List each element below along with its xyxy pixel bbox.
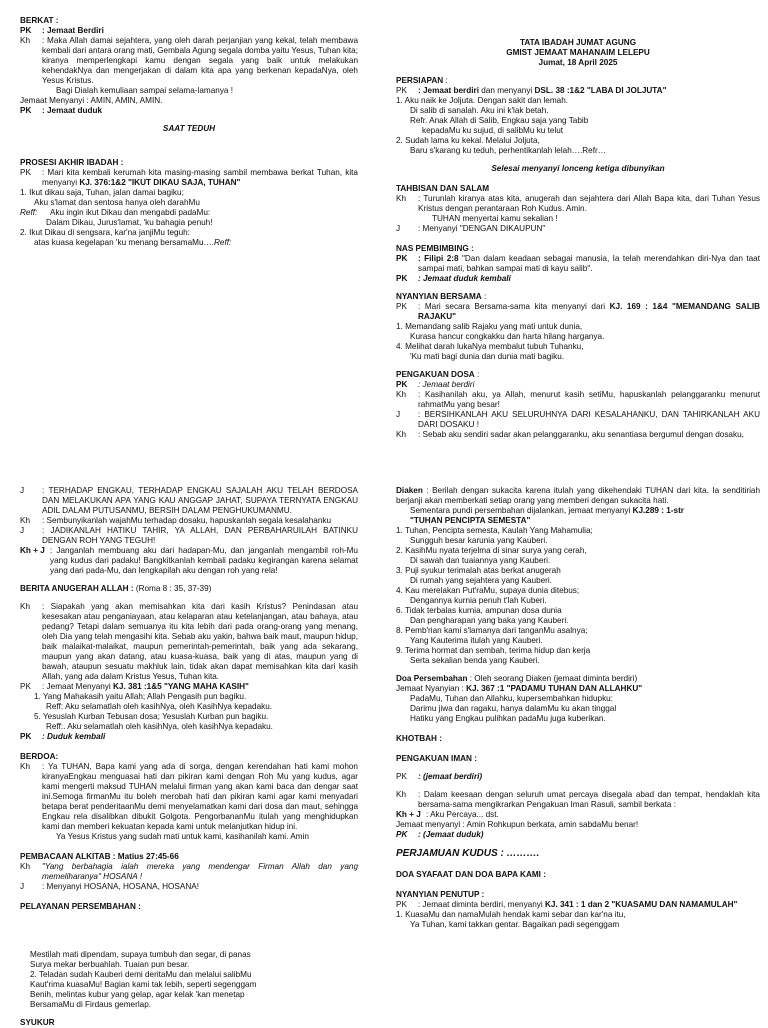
jemaat-amin-line: Jemaat menyanyi : Amin Rohkupun berkata, amin sabdaMu benar! bbox=[396, 820, 639, 829]
service-date: Jumat, 18 April 2025 bbox=[538, 58, 618, 67]
pembacaan-kh-line: Kh "Yang berbahagia ialah mereka yang mendengar Firman Allah dan yang memeliharanya" HOSANA ! bbox=[20, 862, 358, 881]
role-label: PK bbox=[396, 830, 408, 839]
song-verse: 1. KuasaMu dan namaMulah hendak kami sebar dan kar'na itu, bbox=[396, 910, 626, 920]
song-verse: 2. Teladan sudah Kauberi demi deritaMu dan melalui salibMu bbox=[30, 970, 252, 979]
blessing-text: : Maka Allah damai sejahtera, yang oleh darah perjanjian yang kekal, telah membawa kembali dari antara orang mati, Gembala Agung segala domba yaitu Yesus, Tuhan kita; kiranya memperlengkapi kamu dengan segala yang baik untuk melakukan kehendakNya dan mengerjakan di dalam kita apa yang berkenan kepadaNya, oleh Yesus Kristus. bbox=[42, 36, 358, 85]
syukur-heading: SYUKUR bbox=[20, 1018, 55, 1027]
song-verse: Aku ingin ikut Dikau dan mengabdi padaMu: bbox=[50, 208, 211, 217]
song-verse: Di salib di sanalah. Aku ini k'lak betah. bbox=[410, 106, 549, 115]
refrain-label: Reff: bbox=[213, 238, 232, 247]
song-verse: Serta sekalian benda yang Kauberi. bbox=[410, 656, 540, 665]
role-label: Kh + J bbox=[20, 546, 45, 555]
song-verse: Benih, melintas kubur yang gelap, agar kelak 'kan menetap bbox=[30, 990, 245, 999]
song-verse: 4. Kau merelakan Put'raMu, supaya dunia ditebus; bbox=[396, 586, 580, 595]
berkat-kh-line bbox=[20, 36, 358, 96]
song-verse: 2. Ikut Dikau di sengsara, kar'na janjiMu teguh: bbox=[20, 228, 190, 237]
doa-syafaat-heading: DOA SYAFAAT DAN DOA BAPA KAMI : bbox=[396, 870, 546, 880]
song-verse: Sungguh besar karunia yang Kauberi. bbox=[410, 536, 548, 545]
song-reference: KJ. 381 :1&5 "YANG MAHA KASIH" bbox=[113, 682, 249, 691]
song-verse: Hatiku yang Engkau pulihkan padaMu juga kuberikan. bbox=[410, 714, 606, 723]
berkat-heading: BERKAT : bbox=[20, 16, 59, 25]
role-label: PK bbox=[20, 732, 32, 741]
role-label: PK bbox=[20, 106, 32, 115]
prosesi-pk-line bbox=[20, 168, 358, 188]
song-verse: BersamaMu di Firdaus gemerlap. bbox=[30, 1000, 152, 1009]
nas-duduk-line: PK : Jemaat duduk kembali bbox=[396, 274, 511, 283]
song-verse: 1. Yang Mahakasih yaitu Allah; Allah Pengasih pun bagiku. bbox=[34, 692, 247, 701]
song-reference: KJ.289 : 1-str bbox=[632, 506, 684, 515]
role-label: Kh bbox=[396, 430, 407, 439]
pembacaan-heading: PEMBACAAN ALKITAB : Matius 27:45-66 bbox=[20, 852, 179, 861]
church-name: GMIST JEMAAT MAHANAIM LELEPU bbox=[506, 48, 650, 57]
role-label: Kh bbox=[20, 762, 31, 771]
amen-line: Jemaat Menyanyi : AMIN, AMIN, AMIN. bbox=[20, 96, 163, 105]
instruction-text: : Jemaat Berdiri bbox=[42, 26, 104, 35]
page3-fragment bbox=[20, 950, 360, 1027]
song-verse: Dalam Dikau, Jurus'lamat, 'ku bahagia penuh! bbox=[46, 218, 213, 227]
song-verse: Dengannya kurnia penuh t'lah Kuberi. bbox=[410, 596, 547, 605]
song-verse: 1. Memandang salib Rajaku yang mati untuk dunia, bbox=[396, 322, 583, 331]
pelayanan-heading: PELAYANAN PERSEMBAHAN : bbox=[20, 902, 141, 911]
pengakuan-kh-line-2: Kh : Sebab aku sendiri sadar akan pelanggaranku, aku senantiasa bergumul dengan dosaku, bbox=[396, 430, 744, 439]
role-label: PK bbox=[396, 900, 407, 910]
pembacaan-j-line: J : Menyanyi HOSANA, HOSANA, HOSANA! bbox=[20, 882, 199, 891]
song-verse: 2. KasihMu nyata terjelma di sinar surya yang cerah, bbox=[396, 546, 587, 555]
jemaat-nyanyian-line: Jemaat Nyanyian : KJ. 367 :1 "PADAMU TUHAN DAN ALLAHKU" bbox=[396, 684, 643, 693]
persiapan-pk-line: PK : Jemaat berdiri dan menyanyi DSL. 38 :1&2 "LABA DI JOLJUTA" bbox=[396, 86, 667, 95]
confession-j-line: J : TERHADAP ENGKAU, TERHADAP ENGKAU SAJALAH AKU TELAH BERDOSA DAN MELAKUKAN APA YANG KAU ANGGAP JAHAT, SUPAYA TERNYATA ENGKAU ADIL DALAM PUTUSANMU, BERSIH DALAM PENGHUKUMANMU. bbox=[20, 486, 358, 515]
refrain-line: Refr. Anak Allah di Salib, Engkau saja yang Tabib bbox=[410, 116, 589, 125]
song-verse: PadaMu, Tuhan dan Allahku, kupersembahkan hidupku: bbox=[410, 694, 614, 703]
berita-anugerah-heading: BERITA ANUGERAH ALLAH : (Roma 8 : 35, 37-39) bbox=[20, 584, 212, 593]
document-title: TATA IBADAH JUMAT AGUNG bbox=[519, 38, 637, 47]
role-label: Kh bbox=[396, 194, 407, 203]
song-verse: 3. Puji syukur terimalah atas berkat anugerah bbox=[396, 566, 561, 575]
confession-kh-line: Kh : Sembunyikanlah wajahMu terhadap dosaku, hapuskanlah segala kesalahanku bbox=[20, 516, 332, 525]
persiapan-heading: PERSIAPAN : bbox=[396, 76, 448, 85]
song-reference: KJ. 169 : 1&4 "MEMANDANG SALIB RAJAKU" bbox=[418, 302, 761, 321]
nyanyian-pk-line: PK : Mari secara Bersama-sama kita menyanyi dari KJ. 169 : 1&4 "MEMANDANG SALIB RAJAKU" bbox=[396, 302, 761, 321]
prosesi-heading: PROSESI AKHIR IBADAH : bbox=[20, 158, 124, 167]
song-verse: 2. Sudah lama ku kekal. Melalui Joljuta, bbox=[396, 136, 540, 145]
iman-kh-line: Kh : Dalam keesaan dengan seluruh umat percaya disegala abad dan tempat, hendaklah kita bersama-sama mengikrarkan Pengakuan Iman Rasuli, sambil berkata : bbox=[396, 790, 760, 809]
berita-pk-line: PK : Jemaat Menyanyi KJ. 381 :1&5 "YANG MAHA KASIH" bbox=[20, 682, 249, 691]
page2-right-column bbox=[396, 486, 760, 930]
song-reference: DSL. 38 :1&2 "LABA DI JOLJUTA" bbox=[534, 86, 667, 95]
instruction-text: : Jemaat duduk bbox=[42, 106, 103, 115]
song-verse: Yang Kauterima itulah yang Kauberi. bbox=[410, 636, 543, 645]
confession-khj-line: Kh + J : Janganlah membuang aku dari hadapan-Mu, dan janganlah mengambil roh-Mu yang kudus dari padaku! Bangkitkanlah kembali padaku kegirangan karena selamat yang dari pada-Mu, dan lengkapilah aku dengan roh yang rela! bbox=[20, 546, 358, 575]
penutup-pk-line: PK : Jemaat diminta berdiri, menyanyi KJ. 341 : 1 dan 2 "KUASAMU DAN NAMAMULAH" bbox=[396, 900, 738, 910]
saat-teduh-heading: SAAT TEDUH bbox=[162, 124, 216, 133]
diaken-line-2: Sementara pundi persembahan dijalankan, jemaat menyanyi KJ.289 : 1-str bbox=[410, 506, 684, 515]
role-label: PK bbox=[20, 26, 32, 35]
role-label: J bbox=[20, 882, 25, 891]
role-label: Kh bbox=[20, 36, 31, 45]
duduk-pk-line bbox=[20, 106, 358, 116]
role-label: PK bbox=[396, 254, 408, 263]
iman-khj-line: Kh + J : Aku Percaya... dst. bbox=[396, 810, 499, 819]
page2-left-column bbox=[20, 486, 358, 911]
instruction-text: : Mari kita kembali kerumah kita masing-masing sambil membawa berkat Tuhan, kita menyanyi bbox=[42, 168, 358, 187]
role-label: J bbox=[20, 486, 25, 495]
song-verse: 1. Ikut dikau saja, Tuhan, jalan damai bagiku; bbox=[20, 188, 184, 197]
song-verse: Baru s'karang ku teduh, perhentikanlah lelah….Refr… bbox=[410, 146, 606, 155]
role-label: Kh bbox=[20, 862, 31, 871]
role-label: Kh + J bbox=[396, 810, 421, 819]
iman-pk-line: PK : (jemaat berdiri) bbox=[396, 772, 483, 781]
role-label: Kh bbox=[20, 602, 31, 611]
song-verse: 8. Pemb'rian kami s'lamanya dari tanganMu asalnya; bbox=[396, 626, 588, 635]
role-label: PK bbox=[20, 682, 31, 691]
song-verse: 'Ku mati bagi dunia dan dunia mati bagiku. bbox=[410, 352, 565, 361]
iman-duduk-line: PK : (Jemaat duduk) bbox=[396, 830, 484, 839]
tahbisan-heading: TAHBISAN DAN SALAM bbox=[396, 184, 490, 193]
song-verse: 5. Yesuslah Kurban Tebusan dosa; Yesuslah Kurban pun bagiku. bbox=[34, 712, 269, 721]
role-label: Kh bbox=[20, 516, 31, 525]
refrain-line: Reff:. Aku selamatlah oleh kasihNya, oleh kasihNya kepadaku. bbox=[46, 722, 273, 731]
song-verse: 4. Melihat darah lukaNya membalut tubuh Tuhanku, bbox=[396, 342, 584, 351]
song-verse: Dan pengharapan yang baka yang Kauberi. bbox=[410, 616, 569, 625]
song-verse: Mestilah mati dipendam, supaya tumbuh dan segar, di panas bbox=[30, 950, 251, 959]
pengakuan-pk-line: PK : Jemaat berdiri bbox=[396, 380, 475, 389]
berdoa-kh-line: Kh : Ya TUHAN, Bapa kami yang ada di sorga, dengan kerendahan hati kami mohon kiranyaEngkau menguasai hati dan pikiran kami dengan Roh Mu yang kudus, agar kami mengerti maksud TUHAN melalui firman yang akan kami baca dan dengar saat ini.Semoga firmanMu itu boleh merobah hati dan pikiran kami agar kami menyadari betapa berat penderitaanMu demi menyelamatkan kami dari dosa dan maut, sehingga Engkau rela disalibkan dibukit Golgota. PengorbananMu itulah yang menghidupkan kami dan memberi kekuatan kepada kami untuk melanjutkan hidup ini. Ya Yesus Kristus yang sudah mati untuk kami, kasihanilah kami. Amin bbox=[20, 762, 358, 841]
confession-j-line-2: J : JADIKANLAH HATIKU TAHIR, YA ALLAH, DAN PERBAHARUILAH BATINKU DENGAN ROH YANG TEGUH! bbox=[20, 526, 358, 545]
pengakuan-iman-heading: PENGAKUAN IMAN : bbox=[396, 754, 477, 763]
nas-pk-line: PK : Filipi 2:8 "Dan dalam keadaan sebagai manusia, Ia telah merendahkan diri-Nya dan taat sampai mati, bahkan sampai mati di kayu salib". bbox=[396, 254, 760, 273]
role-label: PK bbox=[396, 86, 407, 95]
page1-left-column bbox=[20, 16, 358, 436]
perjamuan-heading: PERJAMUAN KUDUS : ………. bbox=[396, 848, 540, 859]
song-verse: Darimu jiwa dan ragaku, hanya dalamMu ku akan tinggal bbox=[410, 704, 617, 713]
role-label: PK bbox=[396, 380, 408, 389]
song-verse: 1. Aku naik ke Joljuta. Dengan sakit dan lemah. bbox=[396, 96, 569, 105]
refrain-line: Reff: Aku selamatlah oleh kasihNya, oleh KasihNya kepadaku. bbox=[46, 702, 273, 711]
penutup-heading: NYANYIAN PENUTUP : bbox=[396, 890, 485, 900]
role-label: J bbox=[20, 526, 25, 535]
song-verse: Kaut'rima kuasaMu! Bagian kami tak lebih, seperti segenggam bbox=[30, 980, 257, 989]
song-verse: 1. Tuhan, Pencipta semesta, Kaulah Yang Mahamulia; bbox=[396, 526, 593, 535]
song-reference: KJ. 376:1&2 "IKUT DIKAU SAJA, TUHAN" bbox=[79, 178, 241, 187]
tahbisan-j-line: J : Menyanyi "DENGAN DIKAUPUN" bbox=[396, 224, 546, 233]
song-verse: Surya mekar berbuahlah. Tuaian pun besar. bbox=[30, 960, 190, 969]
berdoa-heading: BERDOA: bbox=[20, 752, 59, 761]
pengakuan-kh-line: Kh : Kasihanilah aku, ya Allah, menurut kasih setiMu, hapuskanlah pelanggaranku menurut rahmatMu yang besar! bbox=[396, 390, 760, 409]
refrain-label: Reff: bbox=[20, 208, 38, 217]
page1-right-column bbox=[396, 38, 760, 438]
role-label: Kh bbox=[396, 390, 407, 399]
role-label: PK bbox=[20, 168, 31, 177]
song-verse: kepadaMu ku sujud, di salibMu ku telut bbox=[422, 126, 564, 135]
song-verse: atas kuasa kegelapan 'ku menang bersamaMu…. bbox=[34, 238, 214, 247]
nyanyian-heading: NYANYIAN BERSAMA : bbox=[396, 292, 487, 301]
duduk-line: PK : Duduk kembali bbox=[20, 732, 106, 741]
song-verse: 6. Tidak terbalas kurnia, ampunan dosa dunia bbox=[396, 606, 562, 615]
song-verse: 9. Terima hormat dan sembah, terima hidup dan kerja bbox=[396, 646, 591, 655]
bell-note: Selesai menyanyi lonceng ketiga dibunyikan bbox=[491, 164, 665, 173]
song-verse: Di sawah dan tuaiannya yang Kauberi. bbox=[410, 556, 551, 565]
role-label: PK bbox=[396, 274, 408, 283]
song-reference: KJ. 367 :1 "PADAMU TUHAN DAN ALLAHKU" bbox=[466, 684, 643, 693]
song-verse: Kurasa hancur congkakku dan harta hilang harganya. bbox=[410, 332, 605, 341]
nas-heading: NAS PEMBIMBING : bbox=[396, 244, 474, 253]
song-verse: Ya Tuhan, kami takkan gentar. Bagaikan padi segenggam bbox=[410, 920, 620, 930]
role-label: Kh bbox=[396, 790, 407, 799]
song-verse: Aku s'lamat dan sentosa hanya oleh darahMu bbox=[34, 198, 200, 207]
role-label: PK bbox=[396, 772, 407, 781]
song-verse: Di rumah yang sejahtera yang Kauberi. bbox=[410, 576, 552, 585]
pengakuan-heading: PENGAKUAN DOSA : bbox=[396, 370, 480, 379]
khotbah-heading: KHOTBAH : bbox=[396, 734, 442, 743]
berita-kh-line: Kh : Siapakah yang akan memisahkan kita dari kasih Kristus? Penindasan atau kesesakan atau penganiayaan, atau kelaparan atau ketelanjangan, atau bahaya, atau pedang? Tetapi dalam semuanya itu kita lebih dari pada orang-orang yang menang, oleh Dia yang telah mengasihi kita. Sebab aku yakin, bahwa baik maut, maupun hidup, baik malaikat-malaikat, maupun pemerintah-pemerintah, baik yang ada sekarang, maupun yang akan datang, atau kuasa-kuasa, baik yang di atas, maupun yang di bawah, ataupun sesuatu makhluk lain, tidak akan dapat memisahkan kita dari kasih Allah, yang ada dalam Kristus Yesus, Tuhan kita. bbox=[20, 602, 358, 681]
role-label: J bbox=[396, 224, 401, 233]
song-reference: KJ. 341 : 1 dan 2 "KUASAMU DAN NAMAMULAH" bbox=[544, 900, 738, 910]
role-label: PK bbox=[396, 302, 407, 311]
doa-persembahan-line: Doa Persembahan : Oleh seorang Diaken (jemaat diminta berdiri) bbox=[396, 674, 638, 683]
refrain-line bbox=[20, 208, 358, 218]
pengakuan-j-line: J : BERSIHKANLAH AKU SELURUHNYA DARI KESALAHANKU, DAN TAHIRKANLAH AKU DARI DOSAKU ! bbox=[396, 410, 760, 429]
song-title: "TUHAN PENCIPTA SEMESTA" bbox=[410, 516, 531, 525]
diaken-line: Diaken : Berilah dengan sukacita karena itulah yang dikehendaki TUHAN dari kita. Ia senditiriah berjanji akan memberkati setiap orang yang memberi dengan sukacita hati. bbox=[396, 486, 760, 505]
role-label: J bbox=[396, 410, 401, 419]
berkat-pk-line bbox=[20, 26, 358, 36]
tahbisan-kh-line: Kh : Turunlah kiranya atas kita, anugerah dan sejahtera dari Allah Bapa kita, dari Tuhan Yesus Kristus dengan perantaraan Roh Kudus. Amin. TUHAN menyertai kamu sekalian ! bbox=[396, 194, 760, 223]
blessing-text-end: Bagi Dialah kemuliaan sampai selama-lamanya ! bbox=[56, 86, 234, 95]
